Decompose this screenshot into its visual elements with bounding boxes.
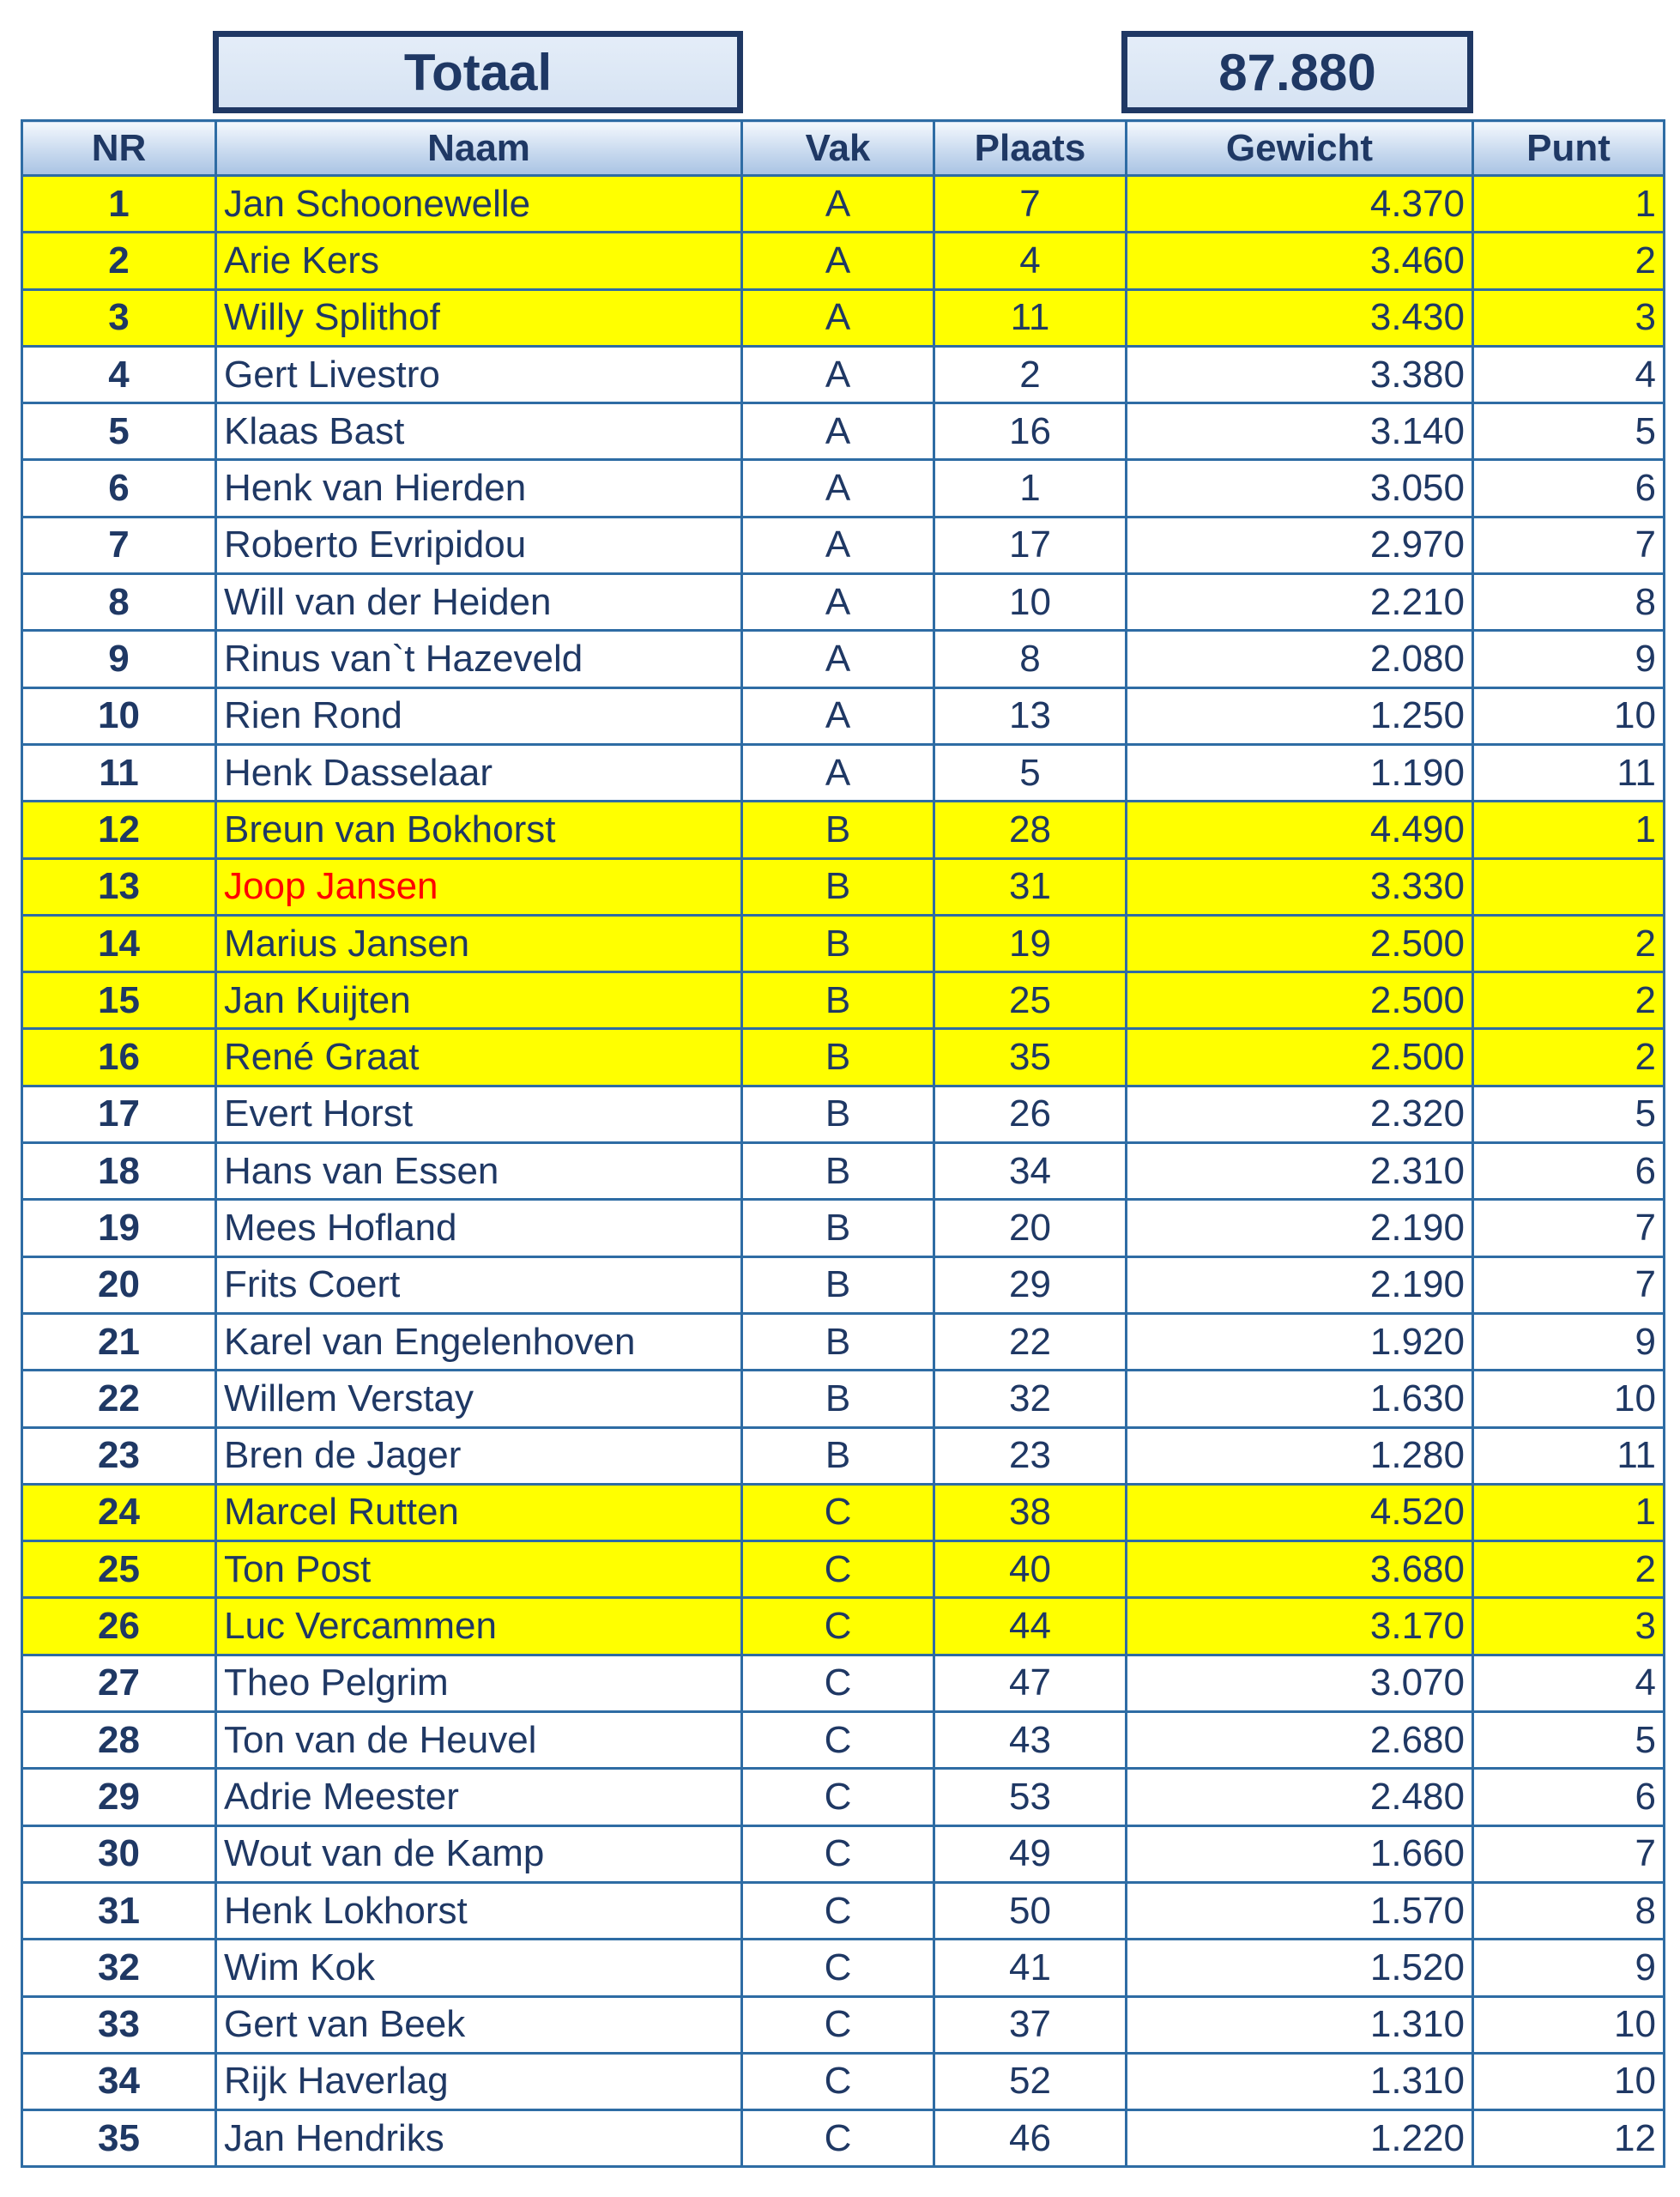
cell-naam: Frits Coert [216, 1256, 742, 1313]
cell-naam: Wout van de Kamp [216, 1825, 742, 1882]
cell-plaats: 34 [934, 1143, 1127, 1200]
cell-gewicht: 2.500 [1127, 1029, 1473, 1086]
cell-naam: Rinus van`t Hazeveld [216, 631, 742, 687]
table-row [22, 1484, 1665, 1540]
cell-gewicht: 2.500 [1127, 972, 1473, 1029]
cell-nr: 24 [22, 1484, 216, 1540]
table-body [22, 176, 1665, 2167]
cell-punt: 2 [1473, 1541, 1665, 1598]
cell-gewicht: 3.070 [1127, 1655, 1473, 1711]
cell-plaats: 50 [934, 1882, 1127, 1939]
cell-naam: Klaas Bast [216, 403, 742, 460]
cell-plaats: 16 [934, 403, 1127, 460]
cell-gewicht: 3.330 [1127, 858, 1473, 915]
cell-gewicht: 1.190 [1127, 744, 1473, 801]
table-row [22, 1143, 1665, 1200]
cell-gewicht: 2.190 [1127, 1256, 1473, 1313]
cell-gewicht: 3.050 [1127, 460, 1473, 517]
cell-naam: Roberto Evripidou [216, 517, 742, 573]
header-naam: Naam [216, 121, 742, 176]
cell-naam: Jan Schoonewelle [216, 176, 742, 233]
cell-naam: Marius Jansen [216, 915, 742, 971]
cell-plaats: 53 [934, 1769, 1127, 1825]
cell-naam: Evert Horst [216, 1086, 742, 1142]
cell-nr: 7 [22, 517, 216, 573]
cell-punt: 12 [1473, 2110, 1665, 2167]
cell-naam: Wim Kok [216, 1940, 742, 1996]
cell-gewicht: 4.370 [1127, 176, 1473, 233]
cell-nr: 16 [22, 1029, 216, 1086]
cell-vak: B [742, 972, 934, 1029]
total-weight-box [1121, 31, 1473, 113]
cell-nr: 27 [22, 1655, 216, 1711]
header-vak: Vak [742, 121, 934, 176]
cell-naam: Rien Rond [216, 687, 742, 744]
cell-nr: 23 [22, 1427, 216, 1484]
cell-vak: C [742, 1996, 934, 2053]
cell-naam: Will van der Heiden [216, 574, 742, 631]
cell-vak: C [742, 1598, 934, 1655]
cell-punt: 6 [1473, 460, 1665, 517]
cell-naam: Theo Pelgrim [216, 1655, 742, 1711]
cell-vak: B [742, 1371, 934, 1427]
table-row [22, 1996, 1665, 2053]
cell-gewicht: 1.280 [1127, 1427, 1473, 1484]
cell-gewicht: 1.630 [1127, 1371, 1473, 1427]
cell-nr: 18 [22, 1143, 216, 1200]
table-row [22, 631, 1665, 687]
cell-gewicht: 2.970 [1127, 517, 1473, 573]
cell-naam: Luc Vercammen [216, 1598, 742, 1655]
table-row [22, 574, 1665, 631]
header-row [22, 121, 1665, 176]
table-row [22, 802, 1665, 858]
cell-vak: C [742, 1940, 934, 1996]
cell-nr: 2 [22, 233, 216, 289]
table-row [22, 1712, 1665, 1769]
cell-gewicht: 2.310 [1127, 1143, 1473, 1200]
cell-vak: C [742, 1541, 934, 1598]
cell-punt: 9 [1473, 631, 1665, 687]
table-row [22, 858, 1665, 915]
cell-gewicht: 1.220 [1127, 2110, 1473, 2167]
cell-punt: 10 [1473, 1371, 1665, 1427]
cell-nr: 5 [22, 403, 216, 460]
cell-gewicht: 1.520 [1127, 1940, 1473, 1996]
total-weight-value: 87.880 [1218, 43, 1376, 101]
cell-punt: 5 [1473, 1712, 1665, 1769]
cell-punt: 1 [1473, 176, 1665, 233]
cell-vak: A [742, 233, 934, 289]
table-header [22, 121, 1665, 176]
cell-plaats: 20 [934, 1200, 1127, 1256]
cell-vak: B [742, 1143, 934, 1200]
cell-nr: 20 [22, 1256, 216, 1313]
cell-plaats: 43 [934, 1712, 1127, 1769]
cell-vak: A [742, 346, 934, 402]
cell-plaats: 19 [934, 915, 1127, 971]
cell-nr: 35 [22, 2110, 216, 2167]
cell-plaats: 23 [934, 1427, 1127, 1484]
cell-punt: 7 [1473, 1256, 1665, 1313]
cell-punt: 1 [1473, 802, 1665, 858]
cell-punt: 5 [1473, 403, 1665, 460]
header-punt: Punt [1473, 121, 1665, 176]
cell-gewicht: 1.660 [1127, 1825, 1473, 1882]
header-nr: NR [22, 121, 216, 176]
cell-plaats: 29 [934, 1256, 1127, 1313]
cell-gewicht: 1.310 [1127, 2053, 1473, 2109]
cell-plaats: 7 [934, 176, 1127, 233]
cell-vak: A [742, 460, 934, 517]
cell-vak: C [742, 2053, 934, 2109]
cell-punt: 7 [1473, 517, 1665, 573]
cell-naam: Ton Post [216, 1541, 742, 1598]
table-row [22, 1940, 1665, 1996]
cell-vak: C [742, 1655, 934, 1711]
cell-punt: 2 [1473, 915, 1665, 971]
results-table [21, 119, 1665, 2168]
cell-vak: B [742, 858, 934, 915]
cell-nr: 14 [22, 915, 216, 971]
cell-vak: C [742, 1825, 934, 1882]
cell-nr: 10 [22, 687, 216, 744]
table-row [22, 1086, 1665, 1142]
table-row [22, 1769, 1665, 1825]
cell-naam: Bren de Jager [216, 1427, 742, 1484]
table-row [22, 403, 1665, 460]
cell-punt: 2 [1473, 233, 1665, 289]
cell-naam: Gert van Beek [216, 1996, 742, 2053]
cell-punt: 4 [1473, 346, 1665, 402]
cell-gewicht: 3.460 [1127, 233, 1473, 289]
table-row [22, 1825, 1665, 1882]
cell-naam: Willy Splithof [216, 289, 742, 346]
cell-nr: 1 [22, 176, 216, 233]
cell-gewicht: 1.920 [1127, 1313, 1473, 1370]
cell-gewicht: 3.140 [1127, 403, 1473, 460]
cell-nr: 11 [22, 744, 216, 801]
cell-punt: 10 [1473, 687, 1665, 744]
cell-punt: 5 [1473, 1086, 1665, 1142]
cell-gewicht: 3.380 [1127, 346, 1473, 402]
cell-plaats: 1 [934, 460, 1127, 517]
cell-naam: Henk van Hierden [216, 460, 742, 517]
cell-nr: 17 [22, 1086, 216, 1142]
cell-vak: C [742, 1769, 934, 1825]
cell-vak: C [742, 1484, 934, 1540]
table-row [22, 1313, 1665, 1370]
cell-punt: 9 [1473, 1313, 1665, 1370]
cell-punt: 10 [1473, 1996, 1665, 2053]
cell-nr: 19 [22, 1200, 216, 1256]
cell-nr: 15 [22, 972, 216, 1029]
cell-gewicht: 1.310 [1127, 1996, 1473, 2053]
cell-vak: A [742, 176, 934, 233]
table-row [22, 346, 1665, 402]
cell-gewicht: 2.480 [1127, 1769, 1473, 1825]
cell-nr: 21 [22, 1313, 216, 1370]
cell-naam: Joop Jansen [216, 858, 742, 915]
table-row [22, 687, 1665, 744]
cell-vak: B [742, 1256, 934, 1313]
cell-plaats: 25 [934, 972, 1127, 1029]
cell-nr: 29 [22, 1769, 216, 1825]
cell-plaats: 52 [934, 2053, 1127, 2109]
cell-naam: Jan Kuijten [216, 972, 742, 1029]
cell-vak: C [742, 1712, 934, 1769]
table-row [22, 1598, 1665, 1655]
cell-nr: 31 [22, 1882, 216, 1939]
cell-plaats: 11 [934, 289, 1127, 346]
cell-plaats: 47 [934, 1655, 1127, 1711]
cell-plaats: 41 [934, 1940, 1127, 1996]
cell-naam: Ton van de Heuvel [216, 1712, 742, 1769]
cell-punt: 1 [1473, 1484, 1665, 1540]
table-row [22, 972, 1665, 1029]
cell-nr: 4 [22, 346, 216, 402]
cell-gewicht: 1.250 [1127, 687, 1473, 744]
cell-plaats: 46 [934, 2110, 1127, 2167]
cell-gewicht: 3.170 [1127, 1598, 1473, 1655]
table-row [22, 1029, 1665, 1086]
cell-punt: 9 [1473, 1940, 1665, 1996]
table-row [22, 233, 1665, 289]
totaal-label: Totaal [403, 43, 553, 101]
cell-punt: 2 [1473, 1029, 1665, 1086]
cell-punt: 6 [1473, 1143, 1665, 1200]
header-gewicht: Gewicht [1127, 121, 1473, 176]
cell-naam: Arie Kers [216, 233, 742, 289]
header-plaats: Plaats [934, 121, 1127, 176]
cell-nr: 22 [22, 1371, 216, 1427]
cell-naam: Karel van Engelenhoven [216, 1313, 742, 1370]
cell-punt: 7 [1473, 1200, 1665, 1256]
cell-naam: Gert Livestro [216, 346, 742, 402]
cell-gewicht: 3.680 [1127, 1541, 1473, 1598]
cell-punt: 2 [1473, 972, 1665, 1029]
cell-plaats: 8 [934, 631, 1127, 687]
cell-naam: Henk Dasselaar [216, 744, 742, 801]
cell-plaats: 49 [934, 1825, 1127, 1882]
cell-nr: 26 [22, 1598, 216, 1655]
cell-naam: Breun van Bokhorst [216, 802, 742, 858]
cell-nr: 3 [22, 289, 216, 346]
table-row [22, 517, 1665, 573]
cell-plaats: 2 [934, 346, 1127, 402]
cell-plaats: 32 [934, 1371, 1127, 1427]
cell-gewicht: 2.500 [1127, 915, 1473, 971]
cell-vak: B [742, 1086, 934, 1142]
table-row [22, 1200, 1665, 1256]
cell-vak: A [742, 687, 934, 744]
cell-vak: B [742, 1029, 934, 1086]
cell-punt: 11 [1473, 744, 1665, 801]
table-row [22, 2053, 1665, 2109]
cell-naam: Rijk Haverlag [216, 2053, 742, 2109]
cell-nr: 34 [22, 2053, 216, 2109]
cell-punt [1473, 858, 1665, 915]
table-row [22, 1655, 1665, 1711]
cell-punt: 7 [1473, 1825, 1665, 1882]
cell-punt: 3 [1473, 1598, 1665, 1655]
cell-nr: 25 [22, 1541, 216, 1598]
cell-plaats: 38 [934, 1484, 1127, 1540]
cell-vak: B [742, 1200, 934, 1256]
cell-plaats: 26 [934, 1086, 1127, 1142]
table-row [22, 1427, 1665, 1484]
cell-vak: B [742, 915, 934, 971]
table-row [22, 1371, 1665, 1427]
cell-vak: A [742, 517, 934, 573]
cell-plaats: 5 [934, 744, 1127, 801]
cell-nr: 8 [22, 574, 216, 631]
cell-nr: 6 [22, 460, 216, 517]
cell-nr: 32 [22, 1940, 216, 1996]
cell-naam: Marcel Rutten [216, 1484, 742, 1540]
cell-punt: 10 [1473, 2053, 1665, 2109]
cell-nr: 9 [22, 631, 216, 687]
cell-vak: B [742, 1313, 934, 1370]
cell-gewicht: 2.080 [1127, 631, 1473, 687]
table-row [22, 1882, 1665, 1939]
cell-naam: Jan Hendriks [216, 2110, 742, 2167]
cell-vak: A [742, 403, 934, 460]
table-row [22, 2110, 1665, 2167]
cell-vak: A [742, 631, 934, 687]
cell-punt: 3 [1473, 289, 1665, 346]
cell-nr: 12 [22, 802, 216, 858]
cell-gewicht: 1.570 [1127, 1882, 1473, 1939]
cell-plaats: 4 [934, 233, 1127, 289]
cell-naam: Hans van Essen [216, 1143, 742, 1200]
cell-plaats: 31 [934, 858, 1127, 915]
cell-vak: A [742, 744, 934, 801]
cell-nr: 30 [22, 1825, 216, 1882]
cell-plaats: 13 [934, 687, 1127, 744]
cell-gewicht: 2.190 [1127, 1200, 1473, 1256]
cell-punt: 6 [1473, 1769, 1665, 1825]
cell-plaats: 44 [934, 1598, 1127, 1655]
table-row [22, 1541, 1665, 1598]
table-row [22, 460, 1665, 517]
cell-vak: A [742, 289, 934, 346]
cell-gewicht: 4.490 [1127, 802, 1473, 858]
cell-nr: 13 [22, 858, 216, 915]
cell-vak: C [742, 2110, 934, 2167]
cell-vak: A [742, 574, 934, 631]
table-row [22, 289, 1665, 346]
cell-gewicht: 2.320 [1127, 1086, 1473, 1142]
cell-punt: 8 [1473, 1882, 1665, 1939]
cell-naam: Willem Verstay [216, 1371, 742, 1427]
table-row [22, 744, 1665, 801]
table-row [22, 1256, 1665, 1313]
cell-plaats: 28 [934, 802, 1127, 858]
cell-plaats: 40 [934, 1541, 1127, 1598]
cell-nr: 28 [22, 1712, 216, 1769]
cell-gewicht: 2.680 [1127, 1712, 1473, 1769]
cell-punt: 4 [1473, 1655, 1665, 1711]
table-row [22, 915, 1665, 971]
cell-naam: Mees Hofland [216, 1200, 742, 1256]
cell-vak: C [742, 1882, 934, 1939]
cell-gewicht: 3.430 [1127, 289, 1473, 346]
cell-naam: René Graat [216, 1029, 742, 1086]
cell-plaats: 22 [934, 1313, 1127, 1370]
cell-plaats: 37 [934, 1996, 1127, 2053]
cell-plaats: 35 [934, 1029, 1127, 1086]
cell-gewicht: 2.210 [1127, 574, 1473, 631]
totaal-label-box [213, 31, 743, 113]
cell-vak: B [742, 802, 934, 858]
cell-nr: 33 [22, 1996, 216, 2053]
cell-naam: Adrie Meester [216, 1769, 742, 1825]
cell-naam: Henk Lokhorst [216, 1882, 742, 1939]
cell-plaats: 17 [934, 517, 1127, 573]
table-row [22, 176, 1665, 233]
cell-punt: 8 [1473, 574, 1665, 631]
cell-punt: 11 [1473, 1427, 1665, 1484]
cell-vak: B [742, 1427, 934, 1484]
cell-gewicht: 4.520 [1127, 1484, 1473, 1540]
cell-plaats: 10 [934, 574, 1127, 631]
